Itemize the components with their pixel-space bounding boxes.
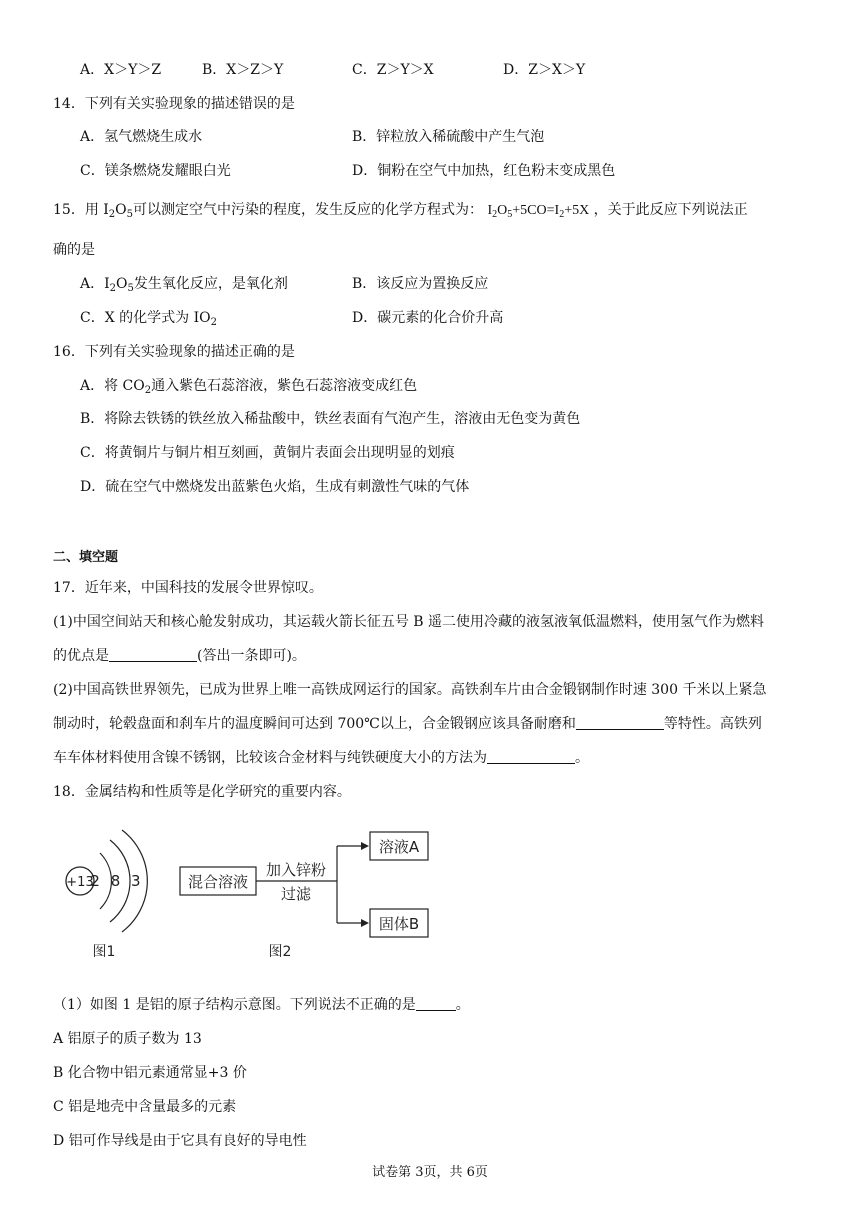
q14-option-d: D．铜粉在空气中加热，红色粉末变成黑色 (352, 163, 616, 179)
q15-equation: $I_2O_5+5CO=I_2+5X$ (487, 203, 590, 220)
q13-option-c: C．Z＞Y＞X (352, 62, 434, 78)
step-label-line2: 过滤 (280, 885, 312, 903)
q18-sub1-stem: （1）如图 1 是铝的原子结构示意图。下列说法不正确的是 。 (53, 997, 470, 1013)
answer-blank[interactable] (576, 715, 664, 730)
q16-option-c: C．将黄铜片与铜片相互刻画，黄铜片表面会出现明显的划痕 (80, 445, 455, 461)
q17-stem: 17．近年来，中国科技的发展令世界惊叹。 (53, 580, 323, 596)
q18-option-a: A 铝原子的质子数为 13 (53, 1031, 202, 1047)
arrow-head-top (361, 842, 369, 850)
q15-option-a: A．$I_2O_5$发生氧化反应，是氧化剂 (80, 276, 288, 294)
q13-option-b: B．X＞Z＞Y (202, 62, 284, 78)
q15-option-c: C．X 的化学式为 $IO_2$ (80, 310, 217, 328)
solution-a-label: 溶液A (378, 838, 420, 856)
q14-stem: 14．下列有关实验现象的描述错误的是 (53, 96, 295, 112)
q14-option-a: A．氢气燃烧生成水 (80, 129, 203, 145)
q17-part1-line2: 的优点是 (答出一条即可)。 (53, 648, 306, 664)
q16-option-d: D．硫在空气中燃烧发出蓝紫色火焰，生成有刺激性气味的气体 (80, 479, 470, 495)
q15-stem: 15．用 $I_2O_5$可以测定空气中污染的程度，发生反应的化学方程式为： $I_2O_5+5CO=I_2+5X$ ，关于此反应下列说法正 (53, 202, 748, 220)
page-footer: 试卷第 3页，共 6页 (372, 1165, 488, 1180)
answer-blank[interactable] (109, 647, 197, 662)
mixed-solution-label: 混合溶液 (187, 873, 249, 891)
q16-option-a: A．将 $CO_2$通入紫色石蕊溶液，紫色石蕊溶液变成红色 (80, 378, 418, 396)
q14-option-b: B．锌粒放入稀硫酸中产生气泡 (352, 129, 545, 145)
q16-option-b: B．将除去铁锈的铁丝放入稀盐酸中，铁丝表面有气泡产生，溶液由无色变为黄色 (80, 411, 581, 427)
answer-blank[interactable] (487, 749, 575, 764)
electron-counts: 2 8 3 (90, 872, 144, 890)
answer-blank[interactable] (416, 996, 456, 1011)
figure-1-atom-diagram (60, 820, 170, 965)
q18-option-b: B 化合物中铝元素通常显+3 价 (53, 1065, 247, 1081)
q16-stem: 16．下列有关实验现象的描述正确的是 (53, 344, 295, 360)
solid-b-label: 固体B (378, 915, 420, 933)
step-label-line1: 加入锌粉 (265, 861, 327, 879)
figure-2-caption: 图2 (268, 944, 292, 960)
q17-part1-line1: (1)中国空间站天和核心舱发射成功，其运载火箭长征五号 B 遥二使用冷藏的液氢液氧低温燃料，使用氢气作为燃料 (53, 614, 765, 630)
q15-stem-line2: 确的是 (53, 242, 95, 258)
q17-part2-line3: 车车体材料使用含镍不锈钢，比较该合金材料与纯铁硬度大小的方法为 。 (53, 750, 589, 766)
q18-option-d: D 铝可作导线是由于它具有良好的导电性 (53, 1133, 307, 1149)
arrow-head-bottom (361, 919, 369, 927)
q15-option-d: D．碳元素的化合价升高 (352, 310, 504, 326)
q18-stem: 18．金属结构和性质等是化学研究的重要内容。 (53, 784, 351, 800)
q15-option-b: B．该反应为置换反应 (352, 276, 489, 292)
q13-option-d: D．Z＞X＞Y (503, 62, 586, 78)
q18-option-c: C 铝是地壳中含量最多的元素 (53, 1099, 237, 1115)
q17-part2-line2: 制动时，轮毂盘面和刹车片的温度瞬间可达到 700℃以上，合金锻钢应该具备耐磨和 等特性。高铁列 (53, 716, 762, 732)
section-title: 二、填空题 (53, 550, 119, 565)
nucleus-charge: +13 (66, 875, 94, 890)
figure-2-flow-diagram (170, 820, 440, 965)
q14-option-c: C．镁条燃烧发耀眼白光 (80, 163, 231, 179)
q13-option-a: A．X＞Y＞Z (80, 62, 162, 78)
q17-part2-line1: (2)中国高铁世界领先，已成为世界上唯一高铁成网运行的国家。高铁刹车片由合金锻钢制作时速 300 千米以上紧急 (53, 682, 767, 698)
figure-1-caption: 图1 (92, 944, 116, 960)
